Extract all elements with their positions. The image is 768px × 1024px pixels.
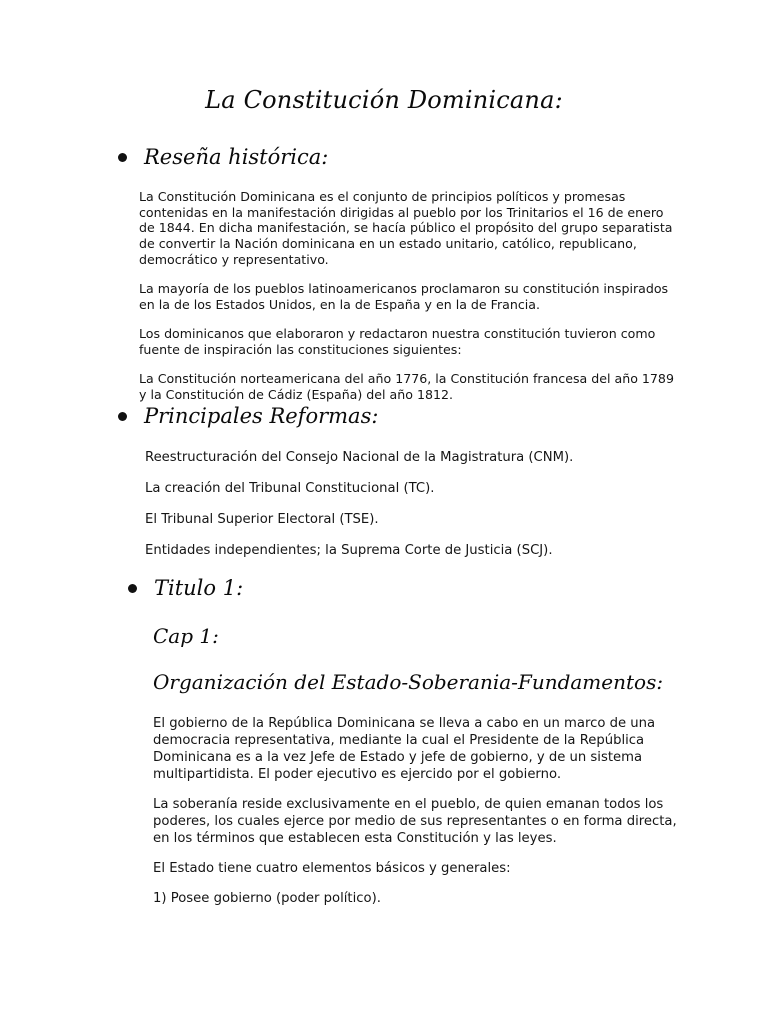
section-heading-label: Reseña histórica:: [144, 145, 329, 169]
paragraph: La Constitución norteamericana del año 1776, la Constitución francesa del año 1789 y la Constitución de Cádiz (España) del año 1812.: [139, 370, 674, 402]
organizacion-paragraphs: [153, 715, 681, 920]
section-heading-label: Titulo 1:: [154, 576, 244, 600]
paragraph: 1) Posee gobierno (poder político).: [153, 891, 381, 906]
paragraph: El gobierno de la República Dominicana se lleva a cabo en un marco de una democracia representativa, mediante la cual el Presidente de la República Dominicana es a la vez Jefe de Estado y jefe de gobierno, y de un sistema multipartidista. El poder ejecutivo es ejercido por el gobierno.: [153, 716, 656, 782]
section-heading-resena: [118, 145, 328, 169]
list-item: Entidades independientes; la Suprema Corte de Justicia (SCJ).: [145, 543, 553, 558]
bullet-icon: [118, 412, 127, 421]
section-heading-titulo: [128, 576, 243, 600]
reformas-list: [145, 450, 573, 574]
paragraph: Los dominicanos que elaboraron y redactaron nuestra constitución tuvieron como fuente de inspiración las constituciones siguientes:: [139, 325, 656, 357]
list-item: Reestructuración del Consejo Nacional de la Magistratura (CNM).: [145, 450, 574, 465]
paragraph: La Constitución Dominicana es el conjunto de principios políticos y promesas contenidas en la manifestación dirigidas al pueblo por los Trinitarios el 16 de enero de 1844. En dicha manifestación, se hacía público el propósito del grupo separatista de convertir la Nación dominicana en un estado unitario, católico, republicano, democrático y representativo.: [139, 189, 673, 267]
resena-paragraphs: [139, 189, 679, 416]
section-heading-reformas: [118, 404, 378, 428]
list-item: El Tribunal Superior Electoral (TSE).: [145, 512, 379, 527]
bullet-icon: [128, 584, 137, 593]
chapter-subheading: Organización del Estado-Soberania-Fundamentos:: [153, 670, 664, 694]
paragraph: El Estado tiene cuatro elementos básicos y generales:: [153, 861, 511, 876]
document-title: La Constitución Dominicana:: [205, 86, 563, 114]
bullet-icon: [118, 153, 127, 162]
list-item: La creación del Tribunal Constitucional (TC).: [145, 481, 435, 496]
paragraph: La mayoría de los pueblos latinoamericanos proclamaron su constitución inspirados en la de los Estados Unidos, en la de España y en la de Francia.: [139, 281, 669, 312]
section-heading-label: Principales Reformas:: [144, 404, 379, 428]
paragraph: La soberanía reside exclusivamente en el pueblo, de quien emanan todos los poderes, los cuales ejerce por medio de sus representantes o en forma directa, en los términos que establecen esta Constitución y las leyes.: [153, 797, 677, 846]
chapter-heading: Cap 1:: [153, 624, 219, 648]
